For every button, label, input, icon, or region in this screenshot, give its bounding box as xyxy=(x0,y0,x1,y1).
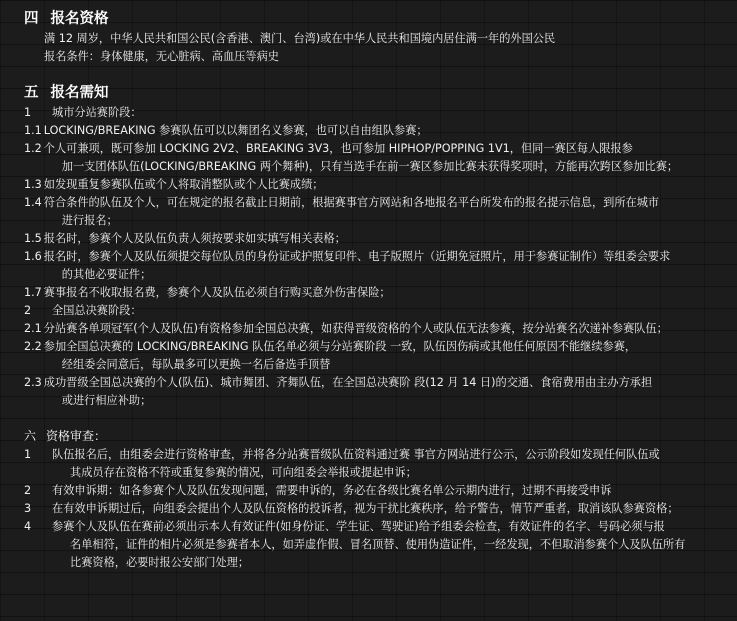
phase-label: 全国总决赛阶段： xyxy=(52,304,142,317)
item-line: 报名时，参赛个人及队伍须提交每位队员的身份证或护照复印件、电子版照片（近期免冠照片，用于参赛证制作）等组委会要求 xyxy=(43,250,671,263)
item-number: 1 xyxy=(24,448,32,461)
section-4-heading xyxy=(24,8,723,30)
list-item xyxy=(24,248,723,284)
list-item xyxy=(24,518,723,572)
item-line: 的其他必要证件； xyxy=(61,268,152,281)
section-5-heading xyxy=(24,82,723,104)
section-6-heading xyxy=(24,426,723,446)
item-text xyxy=(52,518,723,572)
item-number: 1.5 xyxy=(24,232,42,245)
item-number: 4 xyxy=(24,520,32,533)
phase-number: 1 xyxy=(24,106,32,119)
phase-number: 2 xyxy=(24,304,32,317)
item-line: 参加全国总决赛的 LOCKING/BREAKING 队伍名单必须与分站赛阶段 一致，队伍因伤病或其他任何原因不能继续参赛， xyxy=(43,340,637,353)
item-line: 进行报名； xyxy=(61,214,118,227)
list-item xyxy=(24,374,723,410)
item-number: 1.4 xyxy=(24,196,42,209)
section-5-number: 五 xyxy=(24,85,39,101)
item-number: 2 xyxy=(24,484,32,497)
item-number: 2.2 xyxy=(24,340,42,353)
item-text xyxy=(44,194,723,230)
item-line: 个人可兼项，既可参加 LOCKING 2V2、BREAKING 3V3，也可参加 HIPHOP/POPPING 1V1，但同一赛区每人限报参 xyxy=(43,142,633,155)
section-4-body xyxy=(24,30,723,66)
phase-2-heading xyxy=(24,302,723,320)
item-text xyxy=(44,122,723,140)
item-text xyxy=(44,284,723,302)
item-line: 如发现重复参赛队伍或个人将取消整队或个人比赛成绩； xyxy=(43,178,324,191)
item-line: 参赛个人及队伍在赛前必须出示本人有效证件(如身份证、学生证、驾驶证)给予组委会检查，有效证件的名字、号码必须与报 xyxy=(52,520,665,533)
item-line: 有效申诉期：如各参赛个人及队伍发现问题，需要申诉的，务必在各级比赛名单公示期内进行，过期不再接受申诉 xyxy=(52,484,612,497)
list-item xyxy=(24,194,723,230)
item-line: 或进行相应补助； xyxy=(61,394,152,407)
section-5-title: 报名需知 xyxy=(50,85,109,101)
item-number: 2.1 xyxy=(24,322,42,335)
list-item xyxy=(24,284,723,302)
item-line: 比赛资格，必要时报公安部门处理； xyxy=(70,556,250,569)
item-text xyxy=(52,500,723,518)
list-item xyxy=(24,446,723,482)
list-item xyxy=(24,176,723,194)
list-item xyxy=(24,500,723,518)
phase-1-heading xyxy=(24,104,723,122)
section-5-body xyxy=(24,104,723,410)
item-line: 符合条件的队伍及个人，可在规定的报名截止日期前，根据赛事官方网站和各地报名平台所发布的报名提示信息，到所在城市 xyxy=(43,196,660,209)
requirements-line: 报名条件：身体健康，无心脏病、高血压等病史 xyxy=(44,50,279,63)
item-text xyxy=(44,248,723,284)
item-text xyxy=(44,140,723,176)
item-line: 加一支团体队伍(LOCKING/BREAKING 两个舞种)，只有当选手在前一赛区参加比赛未获得奖项时，方能再次跨区参加比赛； xyxy=(61,160,679,173)
item-text xyxy=(44,320,723,338)
item-line: 成功晋级全国总决赛的个人(队伍)、城市舞团、齐舞队伍，在全国总决赛阶 段(12 月 14 日)的交通、食宿费用由主办方承担 xyxy=(43,376,653,389)
item-text xyxy=(52,446,723,482)
eligibility-line: 满 12 周岁，中华人民共和国公民(含香港、澳门、台湾)或在中华人民共和国境内居住满一年的外国公民 xyxy=(44,32,556,45)
item-number: 2.3 xyxy=(24,376,42,389)
list-item xyxy=(24,320,723,338)
item-text xyxy=(44,374,723,410)
item-number: 1.3 xyxy=(24,178,42,191)
list-item xyxy=(24,122,723,140)
item-line: 报名时，参赛个人及队伍负责人须按要求如实填写相关表格； xyxy=(43,232,346,245)
section-6-number: 六 xyxy=(24,429,37,443)
phase-label: 城市分站赛阶段： xyxy=(52,106,142,119)
item-number: 3 xyxy=(24,502,32,515)
item-text xyxy=(52,482,723,500)
item-line: 队伍报名后，由组委会进行资格审查，并将各分站赛晋级队伍资料通过赛 事官方网站进行公示，公示阶段如发现任何队伍或 xyxy=(52,448,660,461)
list-item xyxy=(24,140,723,176)
item-line: 赛事报名不收取报名费，参赛个人及队伍必须自行购买意外伤害保险； xyxy=(43,286,391,299)
item-text xyxy=(44,230,723,248)
item-line: 分站赛各单项冠军(个人及队伍)有资格参加全国总决赛，如获得晋级资格的个人或队伍无法参赛，按分站赛名次递补参赛队伍； xyxy=(43,322,668,335)
list-item xyxy=(24,230,723,248)
item-line: 其成员存在资格不符或重复参赛的情况，可向组委会举报或提起申诉； xyxy=(70,466,417,479)
section-6-title: 资格审查： xyxy=(46,429,107,443)
list-item xyxy=(24,482,723,500)
item-text xyxy=(44,338,723,374)
item-number: 1.7 xyxy=(24,286,42,299)
item-number: 1.6 xyxy=(24,250,42,263)
section-4-title: 报名资格 xyxy=(50,11,109,27)
item-line: 名单相符，证件的相片必须是参赛者本人，如弄虚作假、冒名顶替、使用伪造证件，一经发现，不但取消参赛个人及队伍所有 xyxy=(70,538,686,551)
item-number: 1.1 xyxy=(24,124,42,137)
item-line: 在有效申诉期过后，向组委会提出个人及队伍资格的投诉者，视为干扰比赛秩序，给予警告，情节严重者，取消该队参赛资格； xyxy=(52,502,679,515)
item-line: LOCKING/BREAKING 参赛队伍可以以舞团名义参赛，也可以自由组队参赛； xyxy=(43,124,428,137)
section-4-number: 四 xyxy=(24,11,39,27)
item-number: 1.2 xyxy=(24,142,42,155)
item-text xyxy=(44,176,723,194)
list-item xyxy=(24,338,723,374)
item-line: 经组委会同意后，每队最多可以更换一名后备选手顶替 xyxy=(61,358,331,371)
